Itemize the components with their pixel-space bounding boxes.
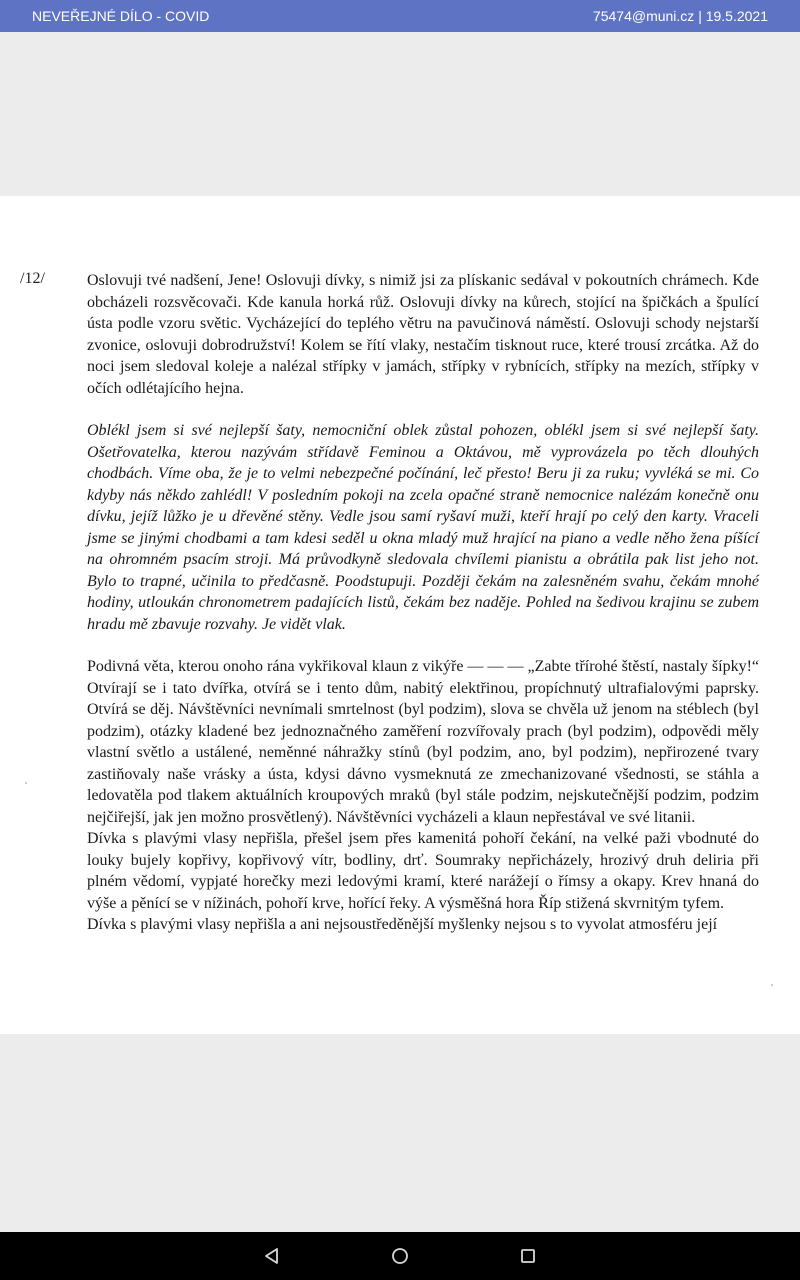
recents-button[interactable] (516, 1244, 540, 1268)
scan-speck (771, 984, 773, 986)
user-date-label: 75474@muni.cz | 19.5.2021 (592, 8, 768, 24)
page-number: /12/ (20, 270, 45, 287)
status-bar (0, 0, 800, 32)
recents-square-icon (516, 1244, 540, 1268)
paragraph-2-italic: Oblékl jsem si své nejlepší šaty, nemocniční oblek zůstal pohozen, oblékl jsem si své nejlepší šaty. Ošetřovatelka, kterou nazývám střídavě Feminou a Oktávou, mě vyprovázela po těch dlouhých chodbách. Víme oba, že je to velmi nebezpečné počínání, leč přesto! Beru ji za ruku; vyvléká se mi. Co kdyby nás někdo zahlédl! V posledním pokoji na zcela opačné straně nemocnice nalézám konečně onu dívku, jejíž lůžko je u dřevěné stěny. Vedle jsou samí ryšaví muži, kteří hrají po celý den karty. Vraceli jsme se jinými chodbami a tam kdesi seděl u okna mladý muž hrající na piano a vedle něho žena píšící na ohromném psacím stroji. Má průvodkyně sledovala chvílemi pianistu a obrátila pak list jeho not. Bylo to trapné, učinila to předčasně. Poodstupuji. Později čekám na zalesněném svahu, čekám mnohé hodiny, utloukán chronometrem padajících listů, čekám bez naděje. Pohled na šedivou krajinu se zubem hradu mě zbavuje rozvahy. Je vidět vlak. (87, 422, 759, 633)
paragraph-3: Podivná věta, kterou onoho rána vykřikoval klaun z vikýře — — — „Zabte třírohé štěstí, nastaly šípky!“ Otvírají se i tato dvířka, otvírá se i tento dům, nabitý elektřinou, propíchnutý ultrafialovými paprsky. Otvírá se děj. Návštěvníci nevnímali smrtelnost (byl podzim), slova se chvěla už jenom na stéblech (byl podzim), otázky kladené bez jednoznačného zaměření rozvířovaly prach (byl podzim), odpovědi měly vlastní světlo a ustálené, neměnné náhražky stínů (byl podzim, ano, byl podzim), nepřirozené tvary zastiňovaly naše vrásky a ústa, kdysi dávno vysmeknutá ze zmechanizované všednosti, se stáhla a ledovatěla pod tlakem aktuálních kroupových mraků (byl stále podzim, nejskutečnější podzim, podzim nejčiřejší, jak jen možno prosvětlený). Návštěvníci vycházeli a klaun nepřestával ve své litanii. (87, 658, 759, 826)
home-circle-icon (388, 1244, 412, 1268)
document-page (0, 196, 800, 1034)
scan-speck (25, 782, 27, 784)
paragraph-5: Dívka s plavými vlasy nepřišla a ani nejsoustředěnější myšlenky nejsou s to vyvolat atmosféru její (87, 916, 718, 933)
paragraph-4: Dívka s plavými vlasy nepřišla, přešel jsem přes kamenitá pohoří čekání, na velké paži vbodnuté do louky bujely kopřivy, kopřivový vítr, bodliny, drť. Soumraky nepřicházely, hrozivý druh deliria při plném vědomí, vypjaté horečky mezi ledovými kramí, které narážejí o římsy a okapy. Krev hnaná do výše a pěnící se v nížinách, pohoří krve, hořící řeky. A výsměšná hora Říp stižená skvrnitým tyfem. (87, 830, 759, 912)
page-text (87, 270, 759, 936)
back-button[interactable] (260, 1244, 284, 1268)
home-button[interactable] (388, 1244, 412, 1268)
back-triangle-icon (260, 1244, 284, 1268)
paragraph-1: Oslovuji tvé nadšení, Jene! Oslovuji dívky, s nimiž jsi za plískanic sedával v pokoutních chrámech. Kde obcházeli rozsvěcovači. Kde kanula horká růž. Oslovuji dívky na kůrech, stojící na špičkách a špulící ústa podle vzoru světic. Vycházející do teplého větru na pavučinová náměstí. Oslovuji schody nejstarší zvonice, oslovuji dobrodružství! Kolem se řítí vlaky, nestačím tisknout ruce, které trousí zrcátka. Až do noci jsem sledoval koleje a nalézal střípky v jamách, střípky v rybnících, střípky na mezích, střípky v očích odlétajícího hejna. (87, 272, 759, 397)
navigation-bar (0, 1232, 800, 1280)
document-label: NEVEŘEJNÉ DÍLO - COVID (32, 8, 210, 24)
